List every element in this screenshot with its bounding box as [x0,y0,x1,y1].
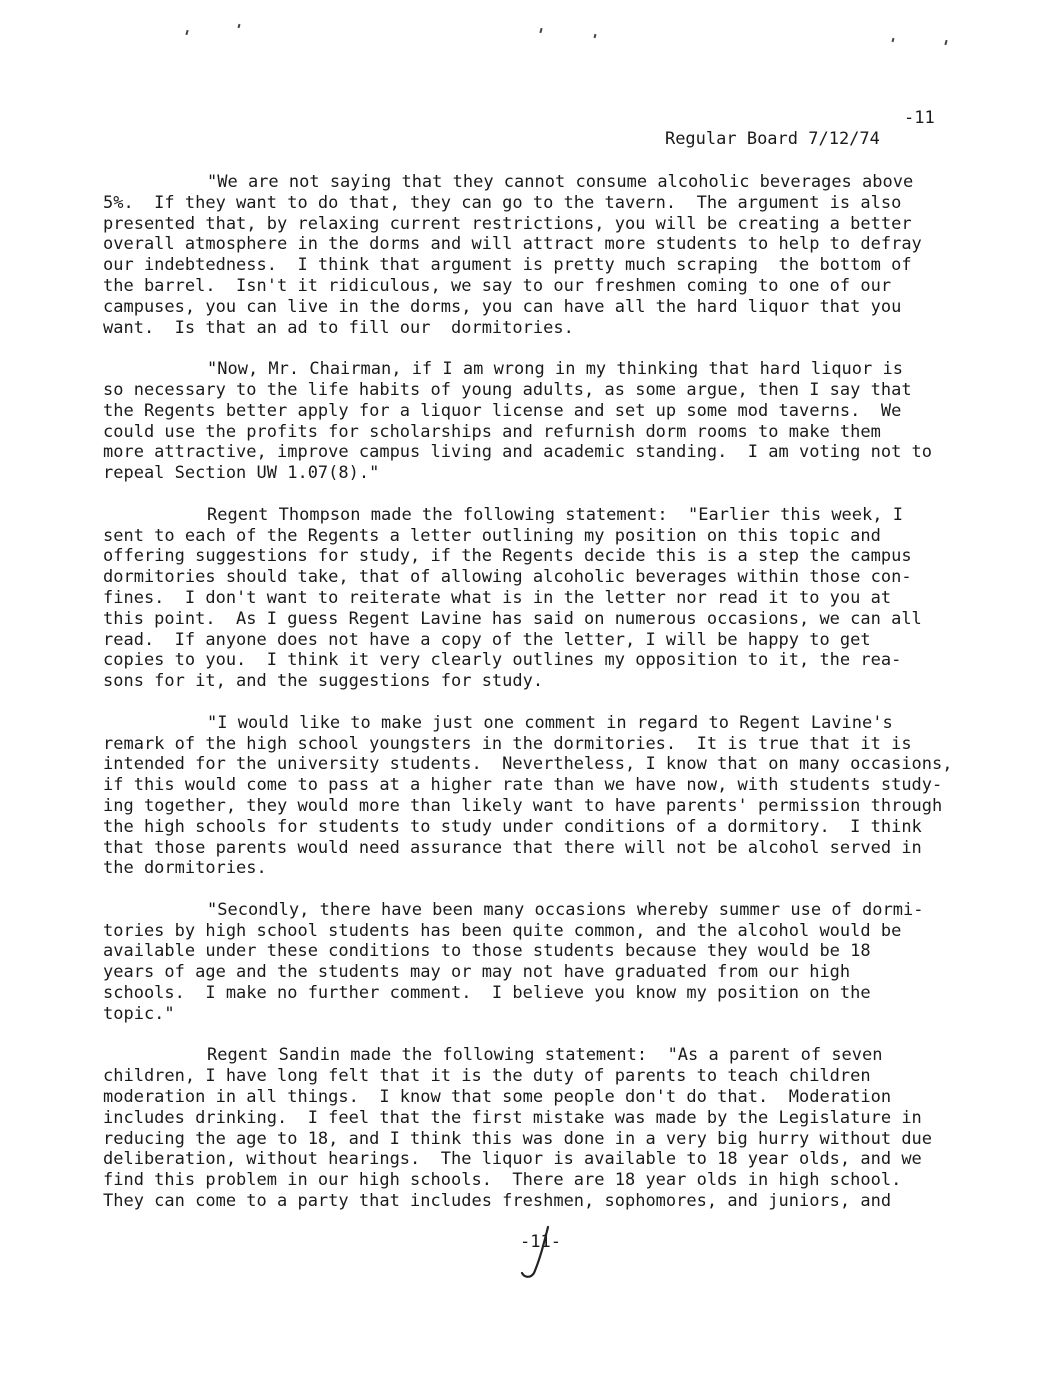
paragraph [103,1045,963,1211]
text-line: so necessary to the life habits of young adults, as some argue, then I say that [103,379,912,400]
paragraph [103,713,963,879]
paragraph [103,359,963,484]
text-line: moderation in all things. I know that some people don't do that. Moderation [103,1087,892,1108]
text-line: 5%. If they want to do that, they can go to the tavern. The argument is also [103,192,902,213]
text-line: could use the profits for scholarships and refurnish dorm rooms to make them [103,421,881,442]
text-line: more attractive, improve campus living and academic standing. I am voting not to [103,442,933,463]
text-line: available under these conditions to those students because they would be 18 [103,941,871,962]
text-line: repeal Section UW 1.07(8)." [103,463,380,484]
header-page-number: -11 [904,108,935,128]
text-line: that those parents would need assurance that there will not be alcohol served in [103,837,922,858]
text-line: "Now, Mr. Chairman, if I am wrong in my thinking that hard liquor is [207,359,903,380]
paragraph [103,900,963,1025]
text-line: overall atmosphere in the dorms and will attract more students to help to defray [103,234,922,255]
text-line: Regent Thompson made the following statement: "Earlier this week, I [207,504,903,525]
document-body [103,172,963,1233]
text-line: tories by high school students has been quite common, and the alcohol would be [103,920,902,941]
text-line: sons for it, and the suggestions for study. [103,671,544,692]
text-line: campuses, you can live in the dorms, you can have all the hard liquor that you [103,296,902,317]
text-line: deliberation, without hearings. The liquor is available to 18 year olds, and we [103,1149,922,1170]
paragraph [103,505,963,692]
text-line: sent to each of the Regents a letter outlining my position on this topic and [103,525,881,546]
text-line: our indebtedness. I think that argument is pretty much scraping the bottom of [103,255,912,276]
text-line: ing together, they would more than likely want to have parents' permission through [103,795,943,816]
text-line: if this would come to pass at a higher rate than we have now, with students study- [103,775,943,796]
text-line: the high schools for students to study under conditions of a dormitory. I think [103,816,922,837]
text-line: remark of the high school youngsters in the dormitories. It is true that it is [103,733,912,754]
text-line: read. If anyone does not have a copy of the letter, I will be happy to get [103,629,871,650]
paragraph [103,172,963,338]
text-line: Regent Sandin made the following statement: "As a parent of seven [207,1045,883,1066]
text-line: topic." [103,1003,175,1024]
text-line: reducing the age to 18, and I think this was done in a very big hurry without due [103,1128,933,1149]
text-line: schools. I make no further comment. I believe you know my position on the [103,983,871,1004]
text-line: dormitories should take, that of allowing alcoholic beverages within those con- [103,567,912,588]
text-line: the dormitories. [103,858,267,879]
text-line: the Regents better apply for a liquor license and set up some mod taverns. We [103,400,902,421]
text-line: presented that, by relaxing current restrictions, you will be creating a better [103,213,912,234]
footer-page-number: -11- [520,1232,561,1252]
handwritten-check-icon [518,1223,578,1283]
text-line: want. Is that an ad to fill our dormitories. [103,317,574,338]
text-line: fines. I don't want to reiterate what is in the letter nor read it to you at [103,587,892,608]
text-line: the barrel. Isn't it ridiculous, we say to our freshmen coming to one of our [103,275,892,296]
text-line: includes drinking. I feel that the first mistake was made by the Legislature in [103,1107,922,1128]
text-line: "We are not saying that they cannot consume alcoholic beverages above [207,172,914,192]
text-line: copies to you. I think it very clearly outlines my opposition to it, the rea- [103,650,902,671]
text-line: children, I have long felt that it is the duty of parents to teach children [103,1066,871,1087]
text-line: "Secondly, there have been many occasions whereby summer use of dormi- [207,899,924,920]
text-line: find this problem in our high schools. There are 18 year olds in high school. [103,1170,902,1191]
text-line: this point. As I guess Regent Lavine has said on numerous occasions, we can all [103,608,922,629]
text-line: offering suggestions for study, if the Regents decide this is a step the campus [103,546,912,567]
text-line: intended for the university students. Nevertheless, I know that on many occasions, [103,754,953,775]
text-line: They can come to a party that includes freshmen, sophomores, and juniors, and [103,1191,892,1212]
header-title: Regular Board 7/12/74 [664,129,880,149]
text-line: "I would like to make just one comment in regard to Regent Lavine's [207,712,893,733]
text-line: years of age and the students may or may not have graduated from our high [103,962,851,983]
